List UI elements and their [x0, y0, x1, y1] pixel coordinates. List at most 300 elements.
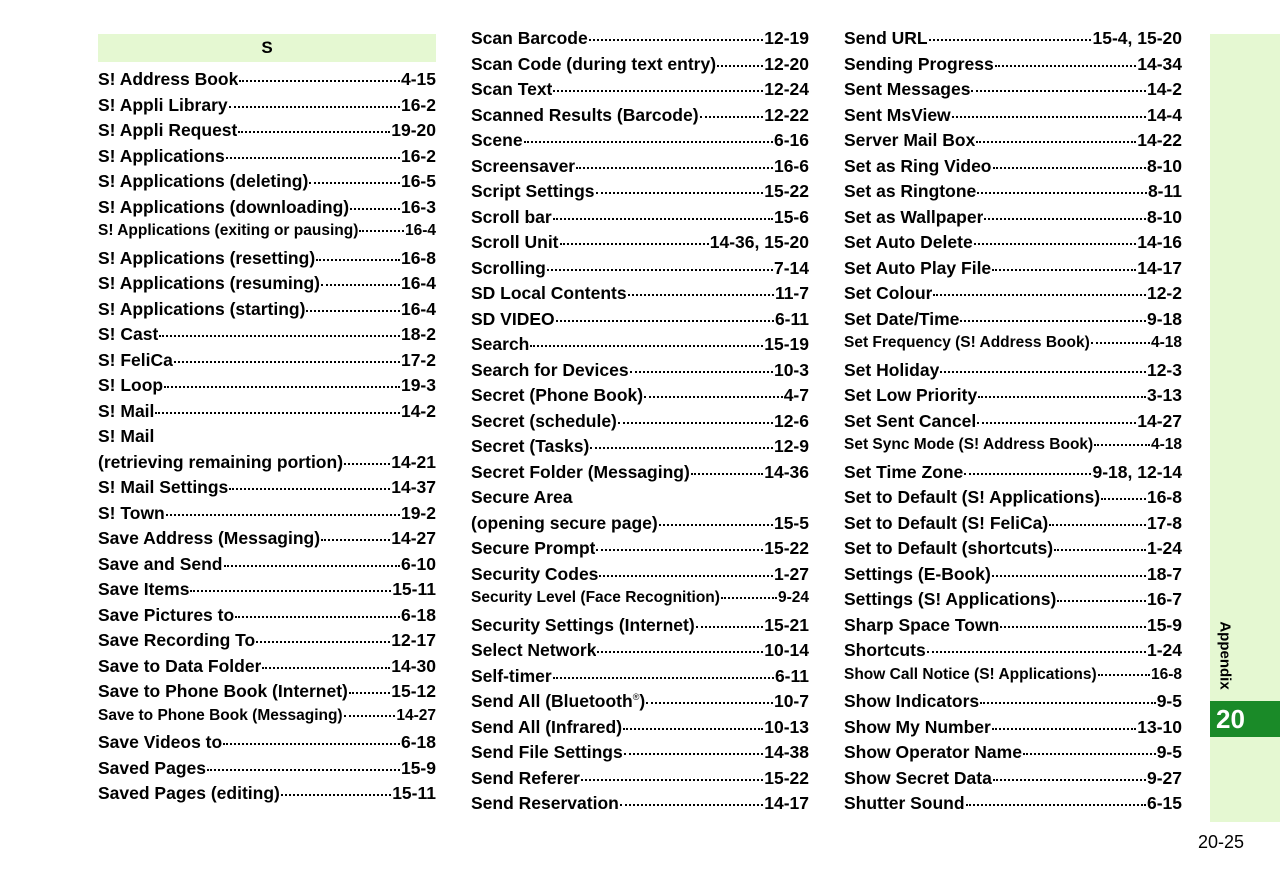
entry-label: Scan Barcode — [471, 28, 588, 48]
index-entry — [844, 309, 1182, 335]
dot-leader — [359, 230, 404, 232]
index-entry — [471, 691, 809, 717]
dot-leader — [239, 80, 400, 82]
dot-leader — [1101, 498, 1146, 500]
dot-leader — [992, 269, 1136, 271]
dot-leader — [316, 259, 400, 261]
dot-leader — [971, 90, 1146, 92]
entry-page-ref: 14-36 — [764, 461, 809, 482]
entry-page-ref: 14-17 — [1137, 257, 1182, 278]
dot-leader — [226, 157, 400, 159]
dot-leader — [581, 779, 763, 781]
entry-page-ref: 16-8 — [1150, 665, 1182, 683]
entry-page-ref: 8-11 — [1147, 181, 1182, 201]
entry-page-ref: 14-27 — [396, 706, 436, 724]
entry-label: Send Reservation — [471, 793, 619, 813]
entry-page-ref: 9-5 — [1156, 742, 1182, 762]
entry-label: Search — [471, 334, 530, 354]
dot-leader — [976, 141, 1136, 143]
entry-page-ref: 19-2 — [400, 502, 436, 523]
index-entry — [471, 768, 809, 794]
index-entry — [844, 385, 1182, 411]
dot-leader — [977, 422, 1136, 424]
index-entry — [471, 462, 809, 488]
entry-label: S! Applications (downloading) — [98, 196, 350, 217]
entry-page-ref: 15-9 — [1146, 614, 1182, 635]
entry-label: (retrieving remaining portion) — [98, 451, 344, 472]
entry-label: Screensaver — [471, 155, 576, 176]
entry-page-ref: 9-24 — [777, 589, 809, 606]
dot-leader — [940, 371, 1146, 373]
index-entry — [844, 105, 1182, 131]
dot-leader — [344, 463, 390, 465]
index-entry — [471, 283, 809, 309]
dot-leader — [553, 677, 774, 679]
entry-label: S! Applications — [98, 145, 225, 166]
entry-label: Set to Default (shortcuts) — [844, 538, 1054, 558]
dot-leader — [589, 39, 764, 41]
chapter-title-text: Appendix — [1216, 620, 1234, 690]
entry-page-ref: 12-2 — [1146, 283, 1182, 303]
entry-label: SD VIDEO — [471, 308, 555, 329]
dot-leader — [984, 218, 1146, 220]
entry-page-ref: 14-16 — [1137, 232, 1182, 252]
entry-label: Self-timer — [471, 665, 552, 686]
entry-page-ref: 1-27 — [773, 563, 809, 584]
entry-label: Server Mail Box — [844, 130, 976, 150]
index-entry — [471, 538, 809, 564]
dot-leader — [576, 167, 773, 169]
index-entry — [471, 309, 809, 335]
index-entry — [471, 793, 809, 819]
entry-label: Secret (Phone Book) — [471, 385, 644, 405]
index-entry — [844, 207, 1182, 233]
entry-page-ref: 14-38 — [764, 742, 809, 762]
entry-page-ref: 16-3 — [400, 196, 436, 217]
index-entry — [471, 79, 809, 105]
entry-label: S! Loop — [98, 375, 164, 395]
dot-leader — [992, 575, 1146, 577]
index-entry — [98, 273, 436, 299]
dot-leader — [235, 616, 400, 618]
page-number: 20-25 — [1198, 832, 1245, 852]
index-entry — [98, 299, 436, 325]
dot-leader — [993, 779, 1146, 781]
dot-leader — [596, 192, 764, 194]
dot-leader — [174, 361, 400, 363]
index-entry — [98, 426, 436, 452]
entry-page-ref: 19-20 — [391, 120, 436, 140]
entry-page-ref: 18-7 — [1146, 563, 1182, 584]
entry-label: Sharp Space Town — [844, 614, 1000, 635]
index-entry — [844, 156, 1182, 182]
dot-leader — [966, 804, 1146, 806]
dot-leader — [644, 396, 783, 398]
entry-page-ref: 14-36, 15-20 — [709, 232, 809, 252]
entry-page-ref: 9-18 — [1146, 308, 1182, 329]
entry-label: Shutter Sound — [844, 793, 965, 813]
index-entry — [844, 258, 1182, 284]
index-entry — [471, 640, 809, 666]
entry-page-ref: 15-6 — [773, 206, 809, 227]
entry-label: Secret (Tasks) — [471, 436, 590, 456]
index-entry — [98, 707, 436, 733]
dot-leader — [646, 702, 773, 704]
index-entry — [471, 564, 809, 590]
dot-leader — [349, 692, 390, 694]
entry-page-ref: 15-4, 15-20 — [1092, 28, 1182, 48]
entry-label: Secure Area — [471, 487, 573, 507]
entry-label: S! Mail — [98, 400, 155, 421]
entry-page-ref: 14-37 — [391, 477, 436, 497]
entry-label: Save Recording To — [98, 630, 256, 650]
entry-page-ref: 15-9 — [400, 757, 436, 778]
dot-leader — [659, 524, 773, 526]
entry-page-ref: 15-22 — [764, 181, 809, 201]
index-column-2 — [471, 28, 809, 819]
entry-label: Script Settings — [471, 181, 595, 201]
index-entry — [844, 334, 1182, 360]
entry-label: Set Date/Time — [844, 308, 960, 329]
entry-label: Settings (S! Applications) — [844, 589, 1057, 609]
index-entry — [471, 334, 809, 360]
entry-page-ref: 4-18 — [1150, 436, 1182, 453]
entry-label: Set Auto Delete — [844, 232, 973, 252]
entry-page-ref: 10-3 — [773, 359, 809, 380]
entry-page-ref: 10-7 — [773, 691, 809, 711]
dot-leader — [229, 106, 400, 108]
dot-leader — [553, 218, 773, 220]
entry-label: Set Time Zone — [844, 461, 964, 482]
entry-page-ref: 16-6 — [773, 155, 809, 176]
entry-page-ref: 19-3 — [400, 375, 436, 395]
entry-page-ref: 16-2 — [400, 94, 436, 115]
index-entry — [844, 717, 1182, 743]
index-entry — [98, 375, 436, 401]
index-entry — [844, 54, 1182, 80]
entry-page-ref: 4-7 — [783, 385, 809, 405]
entry-page-ref: 1-24 — [1146, 640, 1182, 660]
dot-leader — [596, 549, 763, 551]
index-entry — [98, 554, 436, 580]
index-entry — [471, 742, 809, 768]
entry-label: S! Address Book — [98, 69, 239, 89]
dot-leader — [700, 116, 764, 118]
dot-leader — [1049, 524, 1146, 526]
entry-page-ref: 14-30 — [391, 655, 436, 676]
index-entry — [98, 528, 436, 554]
entry-page-ref: 9-5 — [1156, 691, 1182, 711]
entry-label: Select Network — [471, 640, 597, 660]
index-entry — [98, 758, 436, 784]
entry-label: S! Applications (resuming) — [98, 273, 321, 293]
entry-label: (opening secure page) — [471, 512, 658, 533]
entry-page-ref: 14-2 — [400, 400, 436, 421]
entry-label: Security Codes — [471, 563, 599, 584]
index-entry — [471, 385, 809, 411]
dot-leader — [620, 804, 763, 806]
dot-leader — [1098, 674, 1150, 676]
index-entry — [844, 640, 1182, 666]
entry-label: Security Settings (Internet) — [471, 614, 695, 635]
index-entry — [844, 130, 1182, 156]
entry-page-ref: 16-4 — [404, 222, 436, 239]
index-entry — [471, 258, 809, 284]
registered-mark: ® — [632, 692, 640, 703]
section-header: S — [98, 34, 436, 62]
entry-label: Scene — [471, 130, 523, 150]
dot-leader — [262, 667, 390, 669]
entry-label: Save to Data Folder — [98, 655, 262, 676]
entry-label: Send All (Bluetooth®) — [471, 691, 646, 711]
index-entry — [844, 411, 1182, 437]
index-entry — [844, 79, 1182, 105]
index-entry — [471, 54, 809, 80]
entry-label: Send URL — [844, 28, 928, 48]
index-entry — [98, 783, 436, 809]
dot-leader — [978, 396, 1146, 398]
index-entry — [98, 222, 436, 248]
dot-leader — [207, 769, 400, 771]
entry-page-ref: 6-15 — [1146, 793, 1182, 813]
dot-leader — [1023, 753, 1156, 755]
dot-leader — [696, 626, 764, 628]
entry-page-ref: 15-11 — [392, 579, 436, 599]
index-entry — [98, 477, 436, 503]
dot-leader — [321, 539, 390, 541]
dot-leader — [618, 422, 773, 424]
entry-page-ref: 12-20 — [764, 53, 809, 74]
dot-leader — [530, 345, 763, 347]
dot-leader — [524, 141, 773, 143]
index-entry — [98, 630, 436, 656]
index-entry — [844, 615, 1182, 641]
index-entry — [844, 793, 1182, 819]
entry-label: Set to Default (S! FeliCa) — [844, 512, 1049, 533]
entry-label: Save Videos to — [98, 732, 223, 752]
index-entry — [844, 564, 1182, 590]
dot-leader — [309, 182, 400, 184]
entry-page-ref: 14-2 — [1146, 79, 1182, 99]
dot-leader — [933, 294, 1145, 296]
entry-label: S! Cast — [98, 324, 159, 344]
dot-leader — [281, 794, 391, 796]
entry-page-ref: 12-9 — [773, 436, 809, 456]
index-entry — [471, 717, 809, 743]
dot-leader — [995, 65, 1136, 67]
entry-label: S! Town — [98, 502, 165, 523]
entry-label: Show My Number — [844, 716, 991, 737]
entry-page-ref: 18-2 — [400, 324, 436, 344]
dot-leader — [223, 743, 400, 745]
entry-label: Sent Messages — [844, 79, 971, 99]
dot-leader — [164, 386, 400, 388]
entry-page-ref: 12-6 — [773, 410, 809, 431]
entry-label: Show Secret Data — [844, 767, 992, 788]
index-entry — [844, 538, 1182, 564]
entry-page-ref: 12-22 — [764, 104, 809, 125]
index-entry — [98, 681, 436, 707]
entry-label: Set as Ringtone — [844, 181, 977, 201]
entry-label: S! Applications (resetting) — [98, 247, 316, 268]
index-entry — [844, 589, 1182, 615]
dot-leader — [717, 65, 763, 67]
dot-leader — [190, 590, 391, 592]
entry-page-ref: 8-10 — [1146, 155, 1182, 176]
dot-leader — [256, 641, 390, 643]
entry-page-ref: 15-5 — [773, 512, 809, 533]
dot-leader — [166, 514, 400, 516]
dot-leader — [993, 167, 1146, 169]
entry-label: Scroll bar — [471, 206, 552, 227]
index-entry — [844, 232, 1182, 258]
index-entry — [98, 401, 436, 427]
dot-leader — [630, 371, 773, 373]
index-entry — [98, 605, 436, 631]
entry-page-ref: 14-27 — [391, 528, 436, 548]
entry-page-ref: 7-14 — [773, 257, 809, 278]
index-entry — [98, 324, 436, 350]
entry-label: Scan Code (during text entry) — [471, 53, 717, 74]
entry-label: Save and Send — [98, 553, 223, 574]
entry-label: S! Mail Settings — [98, 477, 229, 497]
entry-page-ref: 14-22 — [1137, 130, 1182, 150]
entry-label: Search for Devices — [471, 359, 629, 380]
entry-page-ref: 15-22 — [764, 538, 809, 558]
entry-label: Send File Settings — [471, 742, 623, 762]
index-entry — [98, 69, 436, 95]
entry-label: Set Colour — [844, 283, 933, 303]
entry-page-ref: 12-24 — [764, 79, 809, 99]
entry-page-ref: 9-18, 12-14 — [1092, 461, 1182, 482]
entry-label: Save to Phone Book (Internet) — [98, 681, 348, 701]
entry-label: S! Applications (exiting or pausing) — [98, 222, 359, 239]
index-entry — [471, 589, 809, 615]
entry-label: Sending Progress — [844, 53, 994, 74]
index-entry — [844, 691, 1182, 717]
entry-label: Settings (E-Book) — [844, 563, 991, 584]
dot-leader — [560, 243, 709, 245]
index-entry — [844, 283, 1182, 309]
entry-page-ref: 15-12 — [391, 681, 436, 701]
index-entry — [98, 248, 436, 274]
index-entry — [98, 503, 436, 529]
index-entry — [471, 28, 809, 54]
index-entry — [471, 105, 809, 131]
index-entry — [844, 360, 1182, 386]
entry-page-ref: 14-21 — [391, 451, 436, 472]
dot-leader — [556, 320, 774, 322]
entry-label: S! Appli Request — [98, 120, 238, 140]
entry-label: Save Items — [98, 579, 190, 599]
entry-label: Saved Pages (editing) — [98, 783, 280, 803]
entry-label: Security Level (Face Recognition) — [471, 589, 720, 606]
entry-page-ref: 14-4 — [1146, 104, 1182, 125]
index-entry — [471, 487, 809, 513]
index-entry — [471, 666, 809, 692]
dot-leader — [980, 702, 1156, 704]
dot-leader — [623, 728, 763, 730]
entry-label: Save to Phone Book (Messaging) — [98, 706, 343, 724]
index-entry — [844, 666, 1182, 692]
entry-page-ref: 6-18 — [400, 604, 436, 625]
entry-page-ref: 15-22 — [764, 767, 809, 788]
dot-leader — [1054, 549, 1146, 551]
dot-leader — [929, 39, 1092, 41]
dot-leader — [628, 294, 774, 296]
index-entry — [98, 732, 436, 758]
entry-page-ref: 16-8 — [400, 247, 436, 268]
index-entry — [471, 411, 809, 437]
index-entry — [98, 452, 436, 478]
entry-page-ref: 14-34 — [1137, 53, 1182, 74]
entry-page-ref: 16-4 — [400, 298, 436, 319]
index-entry — [844, 28, 1182, 54]
entry-label: Scroll Unit — [471, 232, 559, 252]
index-entry — [471, 513, 809, 539]
entry-label: Save Address (Messaging) — [98, 528, 321, 548]
entry-label: Secret Folder (Messaging) — [471, 461, 690, 482]
dot-leader — [974, 243, 1137, 245]
entry-page-ref: 6-11 — [774, 308, 809, 329]
entry-label: Set Sync Mode (S! Address Book) — [844, 436, 1094, 453]
index-entry — [471, 181, 809, 207]
entry-label: Shortcuts — [844, 640, 926, 660]
entry-page-ref: 6-11 — [774, 665, 809, 686]
entry-page-ref: 16-7 — [1146, 589, 1182, 609]
dot-leader — [624, 753, 764, 755]
entry-page-ref: 11-7 — [774, 283, 809, 303]
entry-page-ref: 1-24 — [1146, 538, 1182, 558]
entry-label: Secure Prompt — [471, 538, 596, 558]
entry-page-ref: 14-27 — [1137, 410, 1182, 431]
dot-leader — [321, 284, 400, 286]
dot-leader — [1091, 342, 1150, 344]
entry-page-ref: 15-19 — [764, 334, 809, 354]
dot-leader — [691, 473, 763, 475]
dot-leader — [590, 447, 773, 449]
entry-page-ref: 16-2 — [400, 145, 436, 166]
index-entry — [844, 487, 1182, 513]
entry-page-ref: 13-10 — [1137, 716, 1182, 737]
dot-leader — [306, 310, 400, 312]
dot-leader — [721, 597, 777, 599]
index-entry — [471, 360, 809, 386]
entry-label: Show Call Notice (S! Applications) — [844, 665, 1097, 683]
dot-leader — [350, 208, 400, 210]
entry-page-ref: 16-5 — [400, 171, 436, 191]
dot-leader — [599, 575, 773, 577]
entry-page-ref: 6-18 — [400, 732, 436, 752]
dot-leader — [224, 565, 400, 567]
dot-leader — [964, 473, 1091, 475]
entry-label: Set as Ring Video — [844, 155, 992, 176]
index-entry — [844, 462, 1182, 488]
entry-page-ref: 9-27 — [1146, 767, 1182, 788]
index-entry — [471, 232, 809, 258]
dot-leader — [238, 131, 390, 133]
chapter-title — [1210, 600, 1240, 710]
entry-page-ref: 12-17 — [391, 630, 436, 650]
dot-leader — [977, 192, 1147, 194]
index-entry — [98, 579, 436, 605]
entry-page-ref: 10-14 — [764, 640, 809, 660]
entry-label: S! Appli Library — [98, 94, 228, 115]
entry-page-ref: 10-13 — [764, 716, 809, 737]
index-entry — [471, 615, 809, 641]
index-entry — [98, 146, 436, 172]
index-column-1 — [98, 34, 436, 809]
